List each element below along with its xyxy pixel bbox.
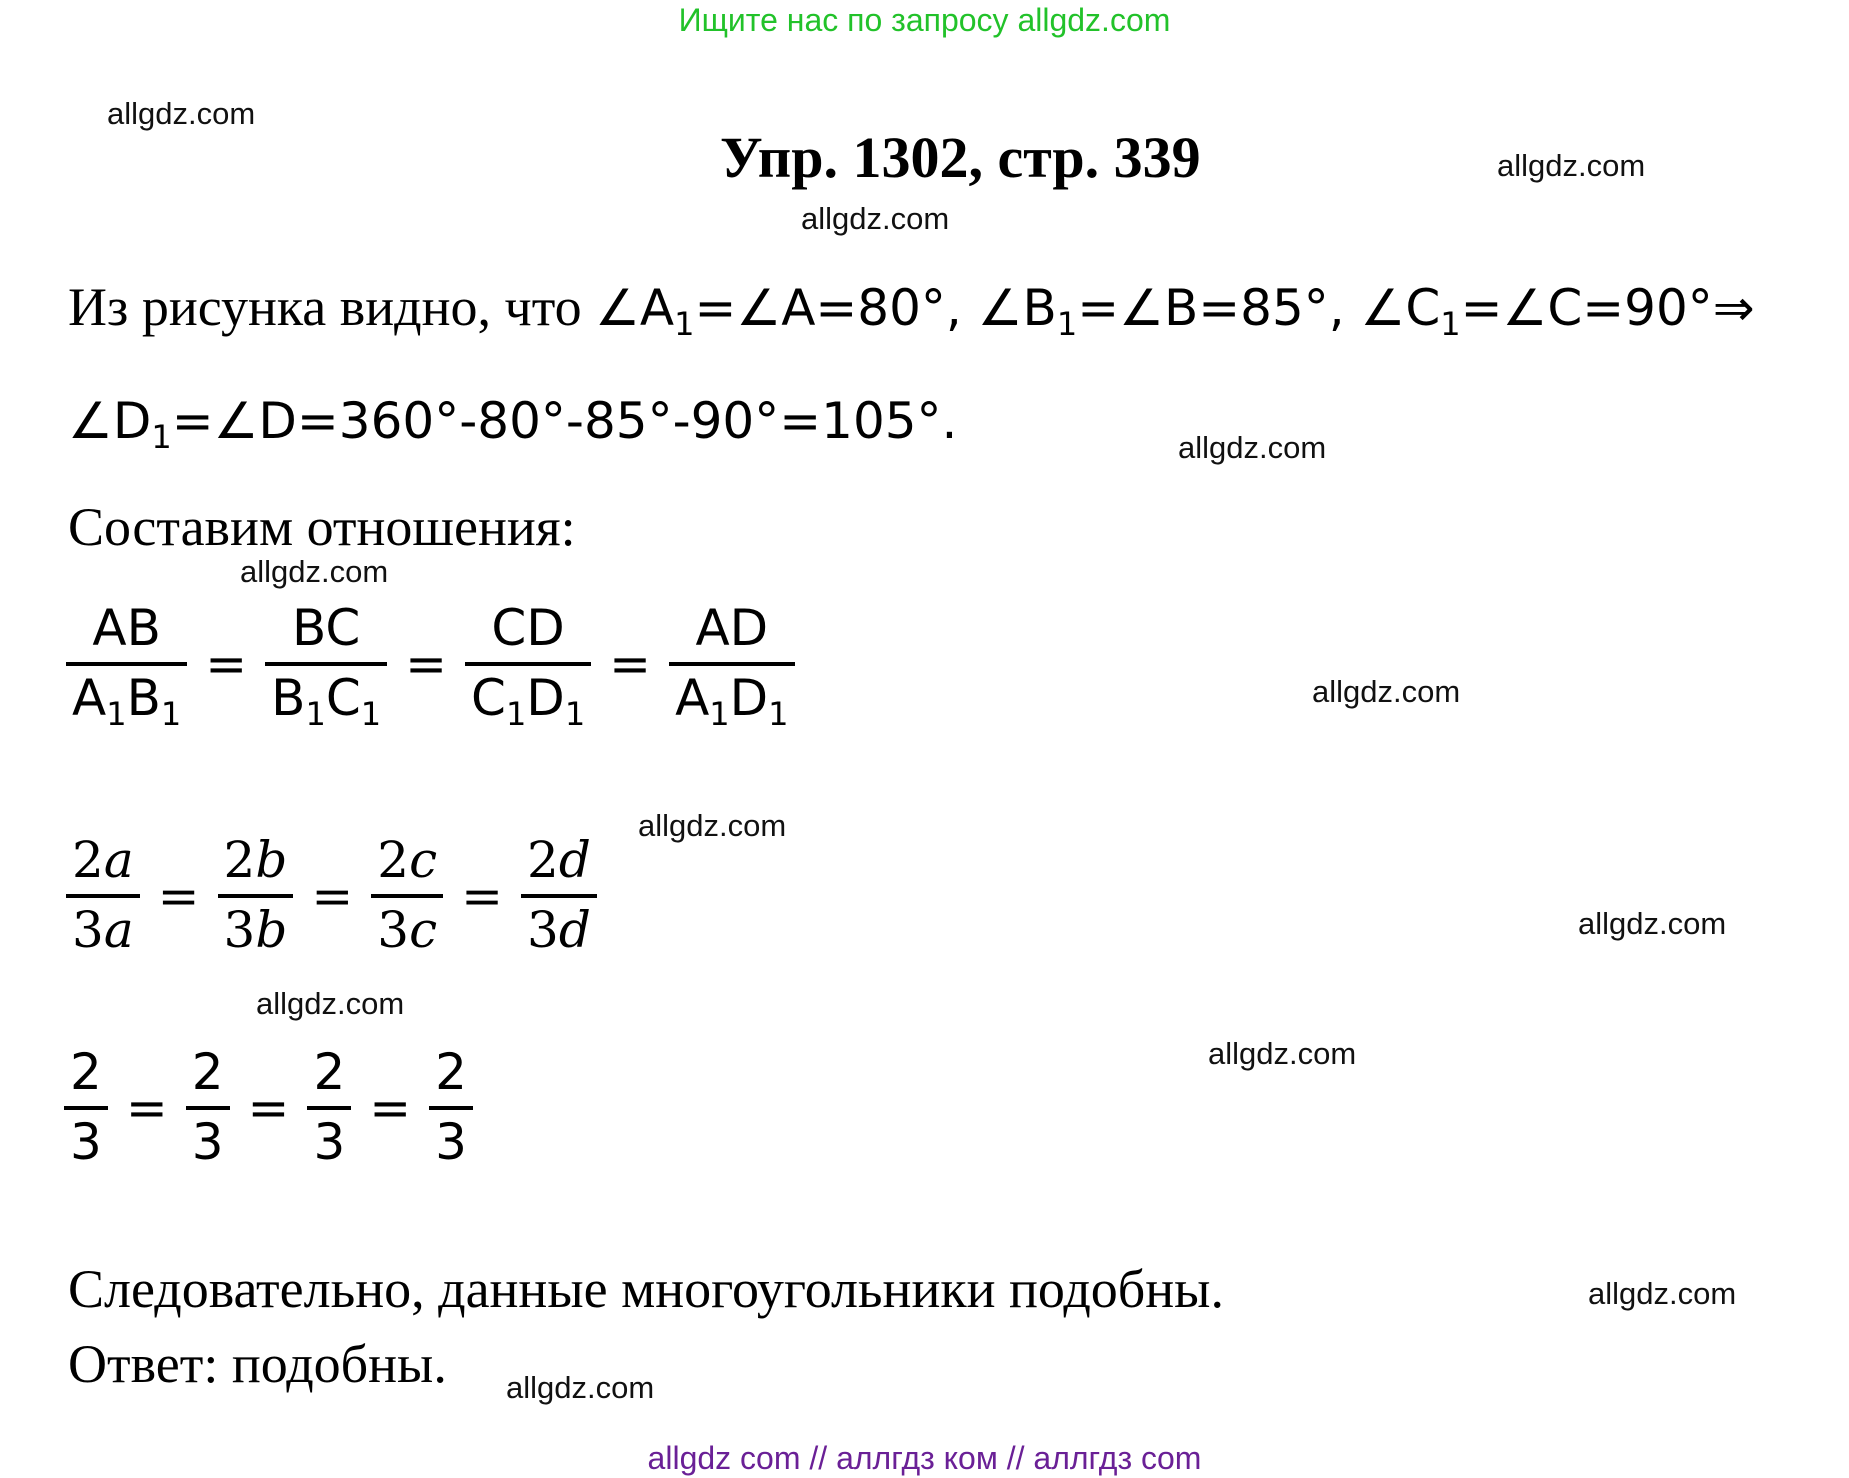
equals-sign: = — [311, 866, 354, 925]
fraction: $\frac{2}{3}$ — [64, 1044, 108, 1171]
fraction: $\frac{2a}{3a}$ — [66, 832, 140, 959]
watermark: allgdz.com — [801, 201, 950, 236]
line1-angles: $\angle A_1=\angle A=80^\circ$, $\angle B_1=\angle B=85^\circ$, $\angle C_1=\angle C=90^\circ\Rightarrow$ — [595, 279, 1755, 343]
conclusion-text: Следовательно, данные многоугольники подобны. — [68, 1259, 1224, 1319]
watermark: allgdz.com — [107, 96, 256, 131]
watermark: allgdz.com — [1208, 1036, 1357, 1071]
watermark: allgdz.com — [1578, 906, 1727, 941]
fraction: $\frac{CD}{C_1D_1}$ — [465, 600, 591, 727]
equals-sign: = — [609, 634, 652, 693]
top-banner: Ищите нас по запросу allgdz.com — [678, 2, 1171, 38]
watermark: allgdz.com — [256, 986, 405, 1021]
answer-text: Ответ: подобны. — [68, 1334, 447, 1394]
fraction: $\frac{2d}{3d}$ — [521, 832, 597, 959]
equals-sign: = — [125, 1078, 168, 1137]
fraction: $\frac{AD}{A_1D_1}$ — [669, 600, 794, 727]
watermark: allgdz.com — [240, 554, 389, 589]
equals-sign: = — [369, 1078, 412, 1137]
line1-intro: Из рисунка видно, что — [68, 277, 596, 337]
watermark: allgdz.com — [1178, 430, 1327, 465]
watermark: allgdz.com — [1312, 674, 1461, 709]
fraction: $\frac{AB}{A_1B_1}$ — [66, 600, 187, 727]
letter-equation — [66, 832, 597, 959]
ratios-heading: Составим отношения: — [68, 497, 576, 557]
fraction: $\frac{2c}{3c}$ — [371, 832, 443, 959]
equals-sign: = — [247, 1078, 290, 1137]
equals-sign: = — [157, 866, 200, 925]
fraction: $\frac{BC}{B_1C_1}$ — [265, 600, 387, 727]
fraction: $\frac{2}{3}$ — [186, 1044, 230, 1171]
page-title: Упр. 1302, стр. 339 — [720, 125, 1201, 190]
equals-sign: = — [461, 866, 503, 925]
watermark: allgdz.com — [1588, 1276, 1737, 1311]
fraction: $\frac{2b}{3b}$ — [218, 832, 294, 959]
watermark: allgdz.com — [1497, 148, 1646, 183]
watermark: allgdz.com — [506, 1370, 655, 1405]
fraction: $\frac{2}{3}$ — [429, 1044, 473, 1171]
footer-links: allgdz com // аллгдз ком // аллгдз com — [647, 1440, 1202, 1476]
fraction: $\frac{2}{3}$ — [307, 1044, 351, 1171]
angles-line-2: $\angle D_1=\angle D=360^\circ-80^\circ-85^\circ-90^\circ=105^\circ$. — [68, 392, 958, 456]
number-equation — [64, 1044, 473, 1171]
ratio-equation — [66, 599, 795, 733]
equals-sign: = — [405, 634, 448, 693]
watermark: allgdz.com — [638, 808, 787, 843]
equals-sign: = — [205, 634, 248, 693]
angles-line-1 — [68, 276, 1755, 343]
